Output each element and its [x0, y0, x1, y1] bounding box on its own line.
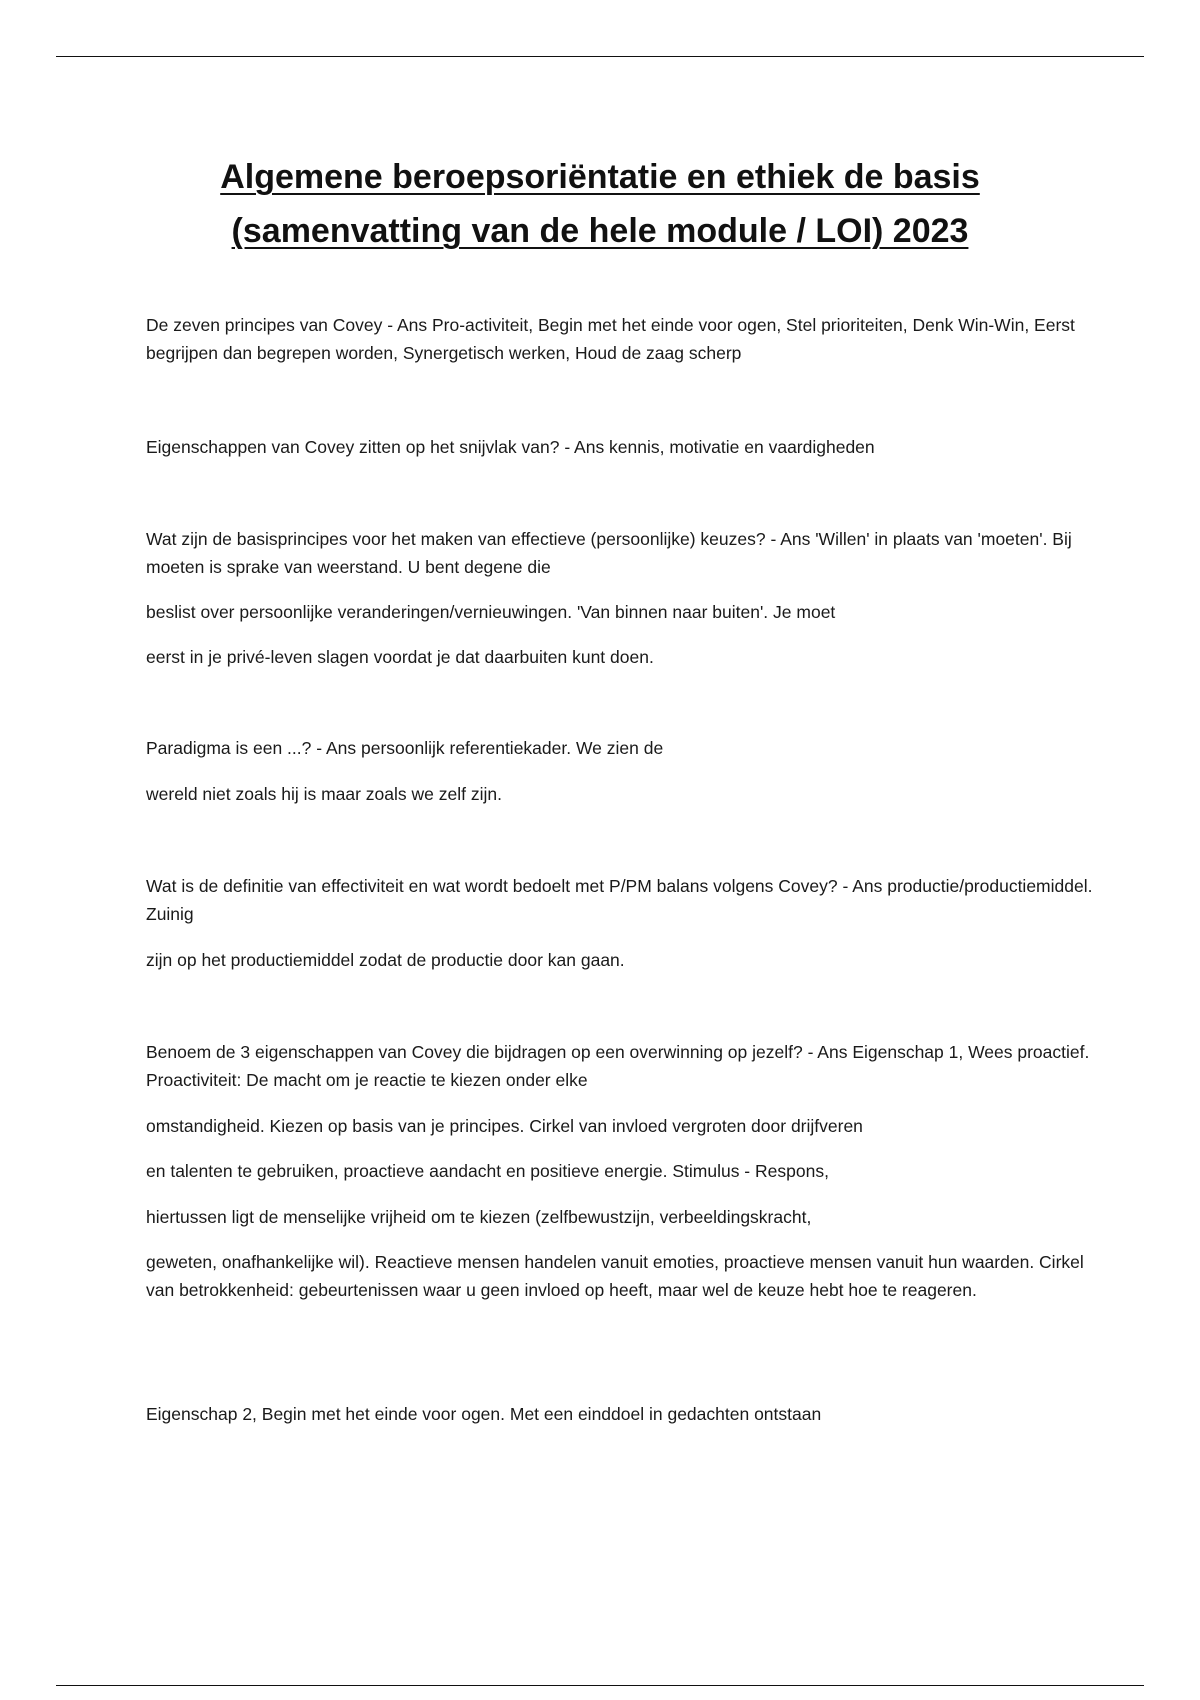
- paragraph-paradigma: Paradigma is een ...? - Ans persoonlijk referentiekader. We zien de: [146, 738, 664, 758]
- paragraph-effectiviteit-cont: zijn op het productiemiddel zodat de productie door kan gaan.: [146, 950, 625, 970]
- paragraph-eigenschap-2: Eigenschap 2, Begin met het einde voor ogen. Met een einddoel in gedachten ontstaan: [146, 1404, 822, 1424]
- paragraph-eigenschappen-cont-4: geweten, onafhankelijke wil). Reactieve mensen handelen vanuit emoties, proactieve mensen vanuit hun waarden. Cirkel van betrokkenheid: gebeurtenissen waar u geen invloed op heeft, maar wel de keuze hebt hoe te reageren.: [146, 1252, 1084, 1300]
- title-line-2: (samenvatting van de hele module / LOI) 2023: [231, 212, 969, 250]
- top-rule: [56, 56, 1144, 57]
- paragraph-eigenschappen-cont-1: omstandigheid. Kiezen op basis van je principes. Cirkel van invloed vergroten door drijfveren: [146, 1116, 863, 1136]
- paragraph-eigenschappen: Benoem de 3 eigenschappen van Covey die bijdragen op een overwinning op jezelf? - Ans Eigenschap 1, Wees proactief. Proactiviteit: De macht om je reactie te kiezen onder elke: [146, 1042, 1090, 1090]
- document-title: [100, 150, 1100, 258]
- title-line-1: Algemene beroepsoriëntatie en ethiek de basis: [220, 158, 980, 196]
- paragraph-eigenschappen-cont-3: hiertussen ligt de menselijke vrijheid om te kiezen (zelfbewustzijn, verbeeldingskracht,: [146, 1207, 812, 1227]
- paragraph-paradigma-cont: wereld niet zoals hij is maar zoals we zelf zijn.: [146, 784, 502, 804]
- paragraph-covey-intersection: Eigenschappen van Covey zitten op het snijvlak van? - Ans kennis, motivatie en vaardigheden: [146, 437, 875, 457]
- paragraph-eigenschappen-cont-2: en talenten te gebruiken, proactieve aandacht en positieve energie. Stimulus - Respons,: [146, 1161, 829, 1181]
- paragraph-effectiviteit: Wat is de definitie van effectiviteit en wat wordt bedoelt met P/PM balans volgens Covey? - Ans productie/productiemiddel. Zuinig: [146, 876, 1093, 924]
- paragraph-basic-principles: Wat zijn de basisprincipes voor het maken van effectieve (persoonlijke) keuzes? - Ans 'Willen' in plaats van 'moeten'. Bij moeten is sprake van weerstand. U bent degene die: [146, 529, 1072, 577]
- paragraph-basic-principles-cont-1: beslist over persoonlijke veranderingen/vernieuwingen. 'Van binnen naar buiten'. Je moet: [146, 602, 836, 622]
- paragraph-basic-principles-cont-2: eerst in je privé-leven slagen voordat je dat daarbuiten kunt doen.: [146, 647, 654, 667]
- bottom-rule: [56, 1685, 1144, 1686]
- paragraph-covey-principles: De zeven principes van Covey - Ans Pro-activiteit, Begin met het einde voor ogen, Stel prioriteiten, Denk Win-Win, Eerst begrijpen dan begrepen worden, Synergetisch werken, Houd de zaag scherp: [146, 315, 1075, 363]
